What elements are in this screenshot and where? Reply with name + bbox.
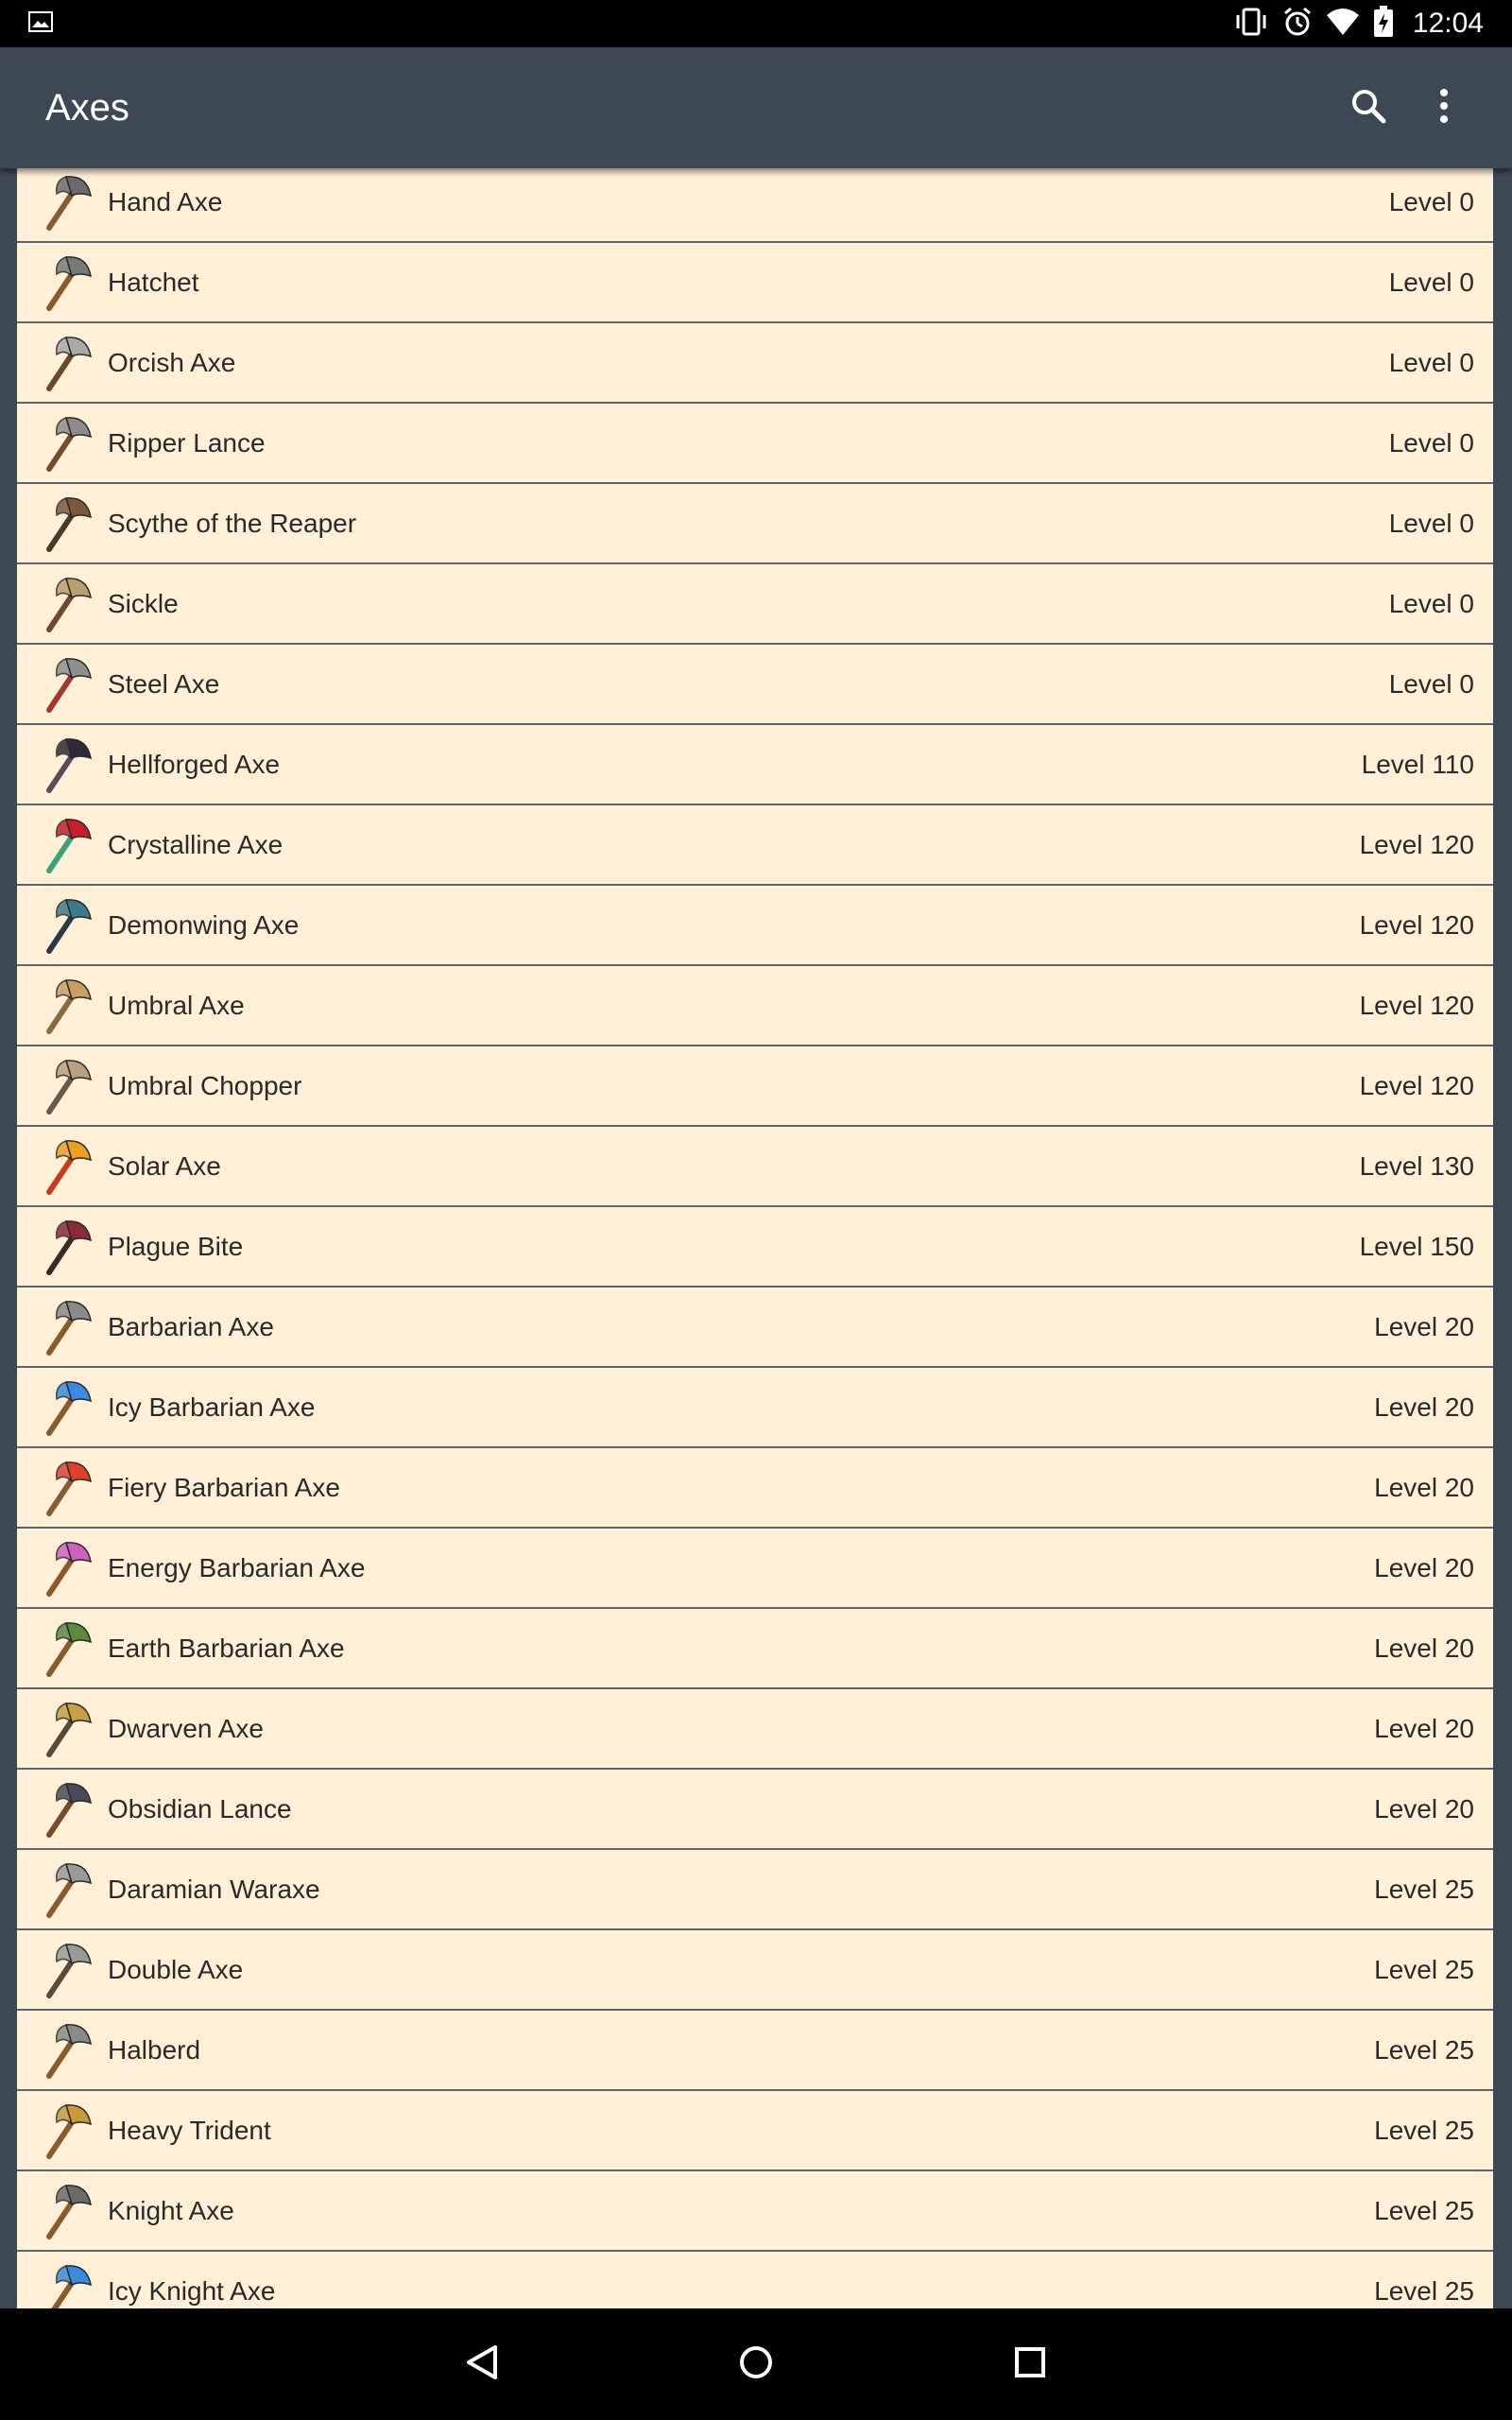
back-button[interactable]: [454, 2336, 510, 2393]
wifi-icon: [1326, 8, 1360, 41]
vibrate-icon: [1233, 8, 1269, 41]
energy-barbarian-axe-icon: [34, 1535, 100, 1601]
fiery-barbarian-axe-icon: [34, 1455, 100, 1521]
list-item[interactable]: [17, 1930, 1493, 2011]
back-icon: [463, 2343, 501, 2386]
item-list-viewport[interactable]: [0, 168, 1512, 2308]
overflow-menu-button[interactable]: [1406, 70, 1482, 146]
heavy-trident-icon: [34, 2098, 100, 2164]
battery-icon: [1373, 6, 1394, 43]
status-bar: [0, 0, 1512, 47]
item-level: Level 20: [1374, 1392, 1474, 1422]
item-name: Hatchet: [108, 267, 199, 297]
list-item[interactable]: [17, 243, 1493, 323]
barbarian-axe-icon: [34, 1294, 100, 1360]
daramian-waraxe-icon: [34, 1857, 100, 1923]
item-name: Knight Axe: [108, 2195, 234, 2225]
item-level: Level 20: [1374, 1311, 1474, 1341]
recents-icon: [1011, 2343, 1049, 2386]
navigation-bar: [0, 2308, 1512, 2420]
icy-barbarian-axe-icon: [34, 1374, 100, 1441]
alarm-icon: [1282, 7, 1313, 42]
list-item[interactable]: [17, 2252, 1493, 2308]
crystalline-axe-icon: [34, 812, 100, 878]
sickle-icon: [34, 571, 100, 637]
item-level: Level 120: [1359, 909, 1474, 940]
item-name: Solar Axe: [108, 1150, 221, 1181]
item-level: Level 25: [1374, 2034, 1474, 2065]
status-right: [1233, 6, 1484, 43]
dwarven-axe-icon: [34, 1696, 100, 1762]
list-item[interactable]: [17, 484, 1493, 564]
halberd-icon: [34, 2017, 100, 2083]
list-item[interactable]: [17, 725, 1493, 805]
hand-axe-icon: [34, 169, 100, 235]
item-name: Fiery Barbarian Axe: [108, 1472, 340, 1502]
item-level: Level 0: [1388, 508, 1474, 538]
item-list: [17, 168, 1493, 2308]
app-actions: [1331, 70, 1482, 146]
item-name: Hellforged Axe: [108, 749, 281, 779]
item-level: Level 25: [1374, 2195, 1474, 2225]
home-icon: [737, 2343, 775, 2386]
list-item[interactable]: [17, 2011, 1493, 2091]
item-name: Ripper Lance: [108, 427, 266, 458]
list-item[interactable]: [17, 2091, 1493, 2171]
hellforged-axe-icon: [34, 732, 100, 798]
item-name: Double Axe: [108, 1954, 244, 1984]
item-level: Level 25: [1374, 2115, 1474, 2145]
item-level: Level 25: [1374, 1874, 1474, 1904]
item-level: Level 120: [1359, 990, 1474, 1020]
status-left: [28, 11, 53, 37]
item-name: Crystalline Axe: [108, 829, 284, 859]
item-level: Level 130: [1359, 1150, 1474, 1181]
item-name: Umbral Chopper: [108, 1070, 302, 1100]
plague-bite-icon: [34, 1214, 100, 1280]
search-button[interactable]: [1331, 70, 1406, 146]
list-item[interactable]: [17, 323, 1493, 404]
list-item[interactable]: [17, 1529, 1493, 1609]
item-level: Level 0: [1388, 588, 1474, 618]
steel-axe-icon: [34, 651, 100, 717]
earth-barbarian-axe-icon: [34, 1616, 100, 1682]
list-item[interactable]: [17, 1448, 1493, 1529]
solar-axe-icon: [34, 1133, 100, 1200]
ripper-lance-icon: [34, 410, 100, 476]
item-level: Level 120: [1359, 1070, 1474, 1100]
item-level: Level 20: [1374, 1713, 1474, 1743]
list-item[interactable]: [17, 805, 1493, 886]
item-name: Plague Bite: [108, 1231, 244, 1261]
item-level: Level 20: [1374, 1472, 1474, 1502]
item-name: Icy Knight Axe: [108, 2275, 276, 2306]
item-level: Level 0: [1388, 186, 1474, 216]
image-notification-icon: [28, 11, 53, 37]
item-level: Level 20: [1374, 1633, 1474, 1663]
item-name: Sickle: [108, 588, 179, 618]
list-item[interactable]: [17, 645, 1493, 725]
item-level: Level 25: [1374, 2275, 1474, 2306]
item-name: Icy Barbarian Axe: [108, 1392, 316, 1422]
knight-axe-icon: [34, 2178, 100, 2244]
item-name: Earth Barbarian Axe: [108, 1633, 345, 1663]
item-level: Level 20: [1374, 1552, 1474, 1582]
list-item[interactable]: [17, 168, 1493, 243]
list-item[interactable]: [17, 886, 1493, 966]
item-name: Demonwing Axe: [108, 909, 300, 940]
list-item[interactable]: [17, 1207, 1493, 1288]
item-name: Orcish Axe: [108, 347, 236, 377]
item-name: Obsidian Lance: [108, 1793, 292, 1824]
item-name: Energy Barbarian Axe: [108, 1552, 366, 1582]
item-name: Hand Axe: [108, 186, 223, 216]
overflow-menu-icon: [1438, 87, 1450, 130]
obsidian-lance-icon: [34, 1776, 100, 1842]
list-item[interactable]: [17, 1127, 1493, 1207]
item-level: Level 150: [1359, 1231, 1474, 1261]
list-item[interactable]: [17, 1288, 1493, 1368]
item-name: Steel Axe: [108, 668, 220, 699]
list-item[interactable]: [17, 1368, 1493, 1448]
item-level: Level 0: [1388, 347, 1474, 377]
item-level: Level 0: [1388, 427, 1474, 458]
item-name: Dwarven Axe: [108, 1713, 264, 1743]
item-name: Daramian Waraxe: [108, 1874, 320, 1904]
item-level: Level 110: [1361, 749, 1474, 779]
hatchet-icon: [34, 250, 100, 316]
list-item[interactable]: [17, 1689, 1493, 1770]
list-item[interactable]: [17, 1046, 1493, 1127]
umbral-axe-icon: [34, 973, 100, 1039]
list-item[interactable]: [17, 1850, 1493, 1930]
item-name: Halberd: [108, 2034, 201, 2065]
item-name: Barbarian Axe: [108, 1311, 274, 1341]
list-item[interactable]: [17, 1770, 1493, 1850]
item-level: Level 20: [1374, 1793, 1474, 1824]
item-name: Scythe of the Reaper: [108, 508, 357, 538]
demonwing-axe-icon: [34, 892, 100, 959]
item-level: Level 25: [1374, 1954, 1474, 1984]
double-axe-icon: [34, 1937, 100, 2003]
orcish-axe-icon: [34, 330, 100, 396]
status-time: 12:04: [1412, 8, 1484, 39]
item-level: Level 120: [1359, 829, 1474, 859]
item-level: Level 0: [1388, 668, 1474, 699]
scythe-icon: [34, 491, 100, 557]
item-name: Umbral Axe: [108, 990, 245, 1020]
list-item[interactable]: [17, 966, 1493, 1046]
list-item[interactable]: [17, 404, 1493, 484]
icy-knight-axe-icon: [34, 2258, 100, 2309]
list-item[interactable]: [17, 2171, 1493, 2252]
item-level: Level 0: [1388, 267, 1474, 297]
recents-button[interactable]: [1002, 2336, 1058, 2393]
umbral-chopper-icon: [34, 1053, 100, 1119]
search-icon: [1349, 87, 1387, 130]
page-title: Axes: [45, 86, 129, 129]
list-item[interactable]: [17, 564, 1493, 645]
list-item[interactable]: [17, 1609, 1493, 1689]
item-name: Heavy Trident: [108, 2115, 271, 2145]
app-bar: [0, 47, 1512, 168]
home-button[interactable]: [728, 2336, 784, 2393]
